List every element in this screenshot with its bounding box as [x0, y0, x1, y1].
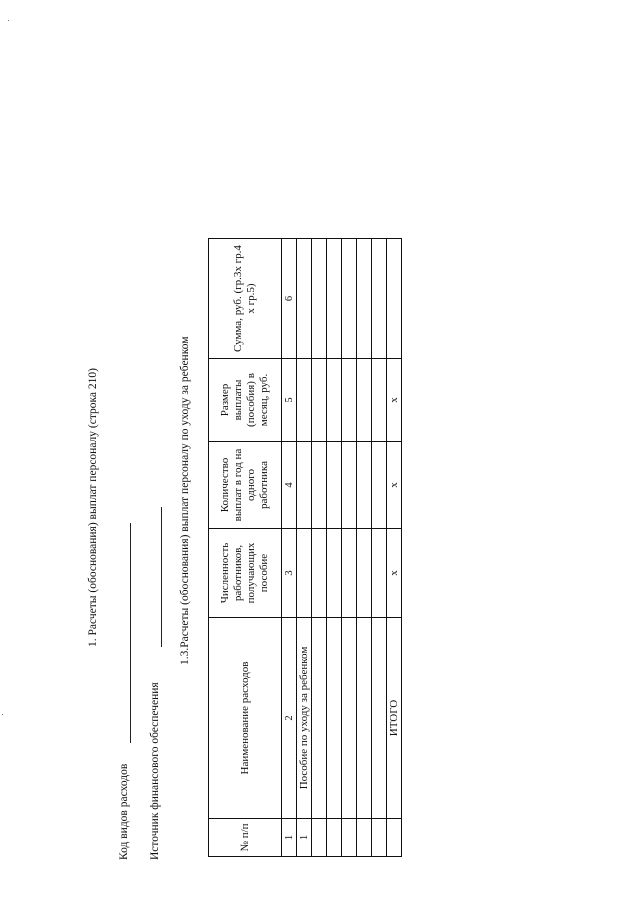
header-amount: Размер выплаты (пособия) в месяц, руб. [209, 359, 282, 442]
itogo-employees: x [387, 529, 402, 618]
column-number-row [282, 239, 297, 857]
header-employees: Численность работников, получающих пособие [209, 529, 282, 618]
itogo-total [387, 239, 402, 359]
header-payments: Количество выплат в год на одного работника [209, 442, 282, 529]
itogo-row [387, 239, 402, 857]
row-amount [297, 359, 312, 442]
table-row [357, 239, 372, 857]
table-row [312, 239, 327, 857]
expense-code-field [130, 523, 131, 743]
section-title: 1. Расчеты (обоснования) выплат персоналу (строка 210) [87, 368, 99, 647]
scan-speck [8, 20, 9, 21]
header-total: Сумма, руб. (гр.3х гр.4 х гр.5) [209, 239, 282, 359]
subsection-title: 1.3.Расчеты (обоснования) выплат персоналу по уходу за ребенком [179, 336, 191, 665]
col-number-3: 3 [282, 529, 297, 618]
funding-source-label: Источник финансового обеспечения [149, 682, 161, 860]
itogo-amount: x [387, 359, 402, 442]
row-no: 1 [297, 819, 312, 857]
col-number-1: 1 [282, 819, 297, 857]
table-row [372, 239, 387, 857]
itogo-payments: x [387, 442, 402, 529]
row-total [297, 239, 312, 359]
table-row [297, 239, 312, 857]
col-number-5: 5 [282, 359, 297, 442]
header-name: Наименование расходов [209, 618, 282, 819]
scan-speck [2, 714, 3, 715]
itogo-no [387, 819, 402, 857]
row-payments [297, 442, 312, 529]
col-number-6: 6 [282, 239, 297, 359]
table-row [327, 239, 342, 857]
table-header-row [209, 239, 282, 857]
row-employees [297, 529, 312, 618]
row-name: Пособие по уходу за ребенком [297, 618, 312, 819]
staff-payments-table [208, 238, 402, 857]
itogo-label: ИТОГО [387, 618, 402, 819]
col-number-4: 4 [282, 442, 297, 529]
col-number-2: 2 [282, 618, 297, 819]
expense-code-label: Код видов расходов [118, 763, 130, 860]
funding-source-field [161, 507, 162, 647]
header-no: № п/п [209, 819, 282, 857]
table-row [342, 239, 357, 857]
